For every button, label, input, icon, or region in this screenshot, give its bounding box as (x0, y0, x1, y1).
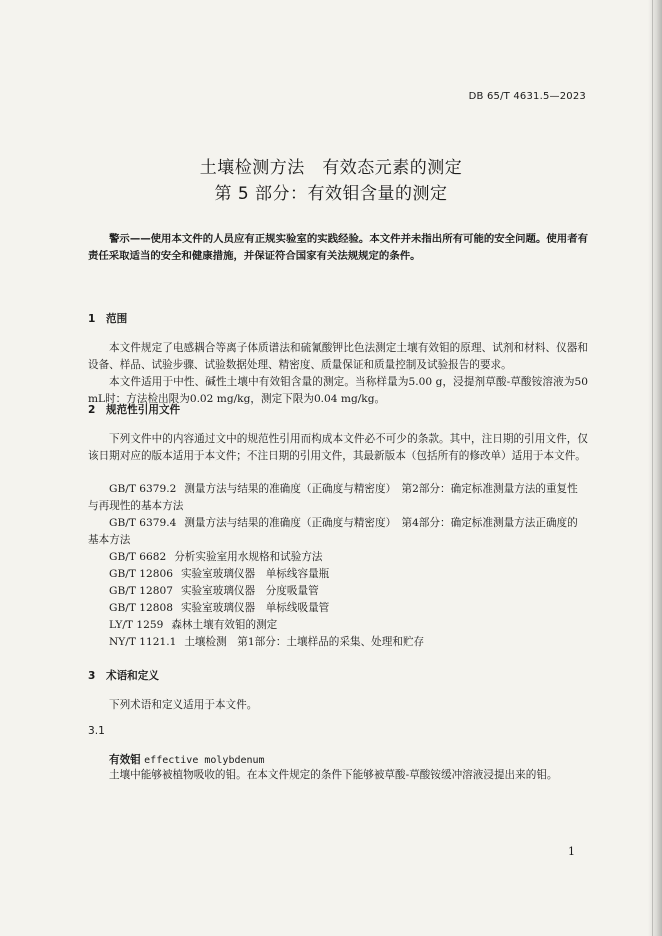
reference-item (88, 481, 588, 515)
document-title-line-1: 土壤检测方法 有效态元素的测定 (199, 158, 463, 178)
term-number: 3.1 (88, 725, 105, 737)
scope-paragraph-2: 本文件适用于中性、碱性土壤中有效钼含量的测定。当称样量为5.00 g，浸提剂草酸-草酸铵溶液为50 mL时：方法检出限为0.02 mg/kg，测定下限为0.04 mg/kg。 (88, 376, 588, 405)
reference-item (88, 566, 588, 583)
scan-edge-line (652, 0, 653, 936)
scan-edge-shadow (648, 0, 662, 936)
reference-title: 森林土壤有效钼的测定 (171, 619, 278, 631)
reference-item (88, 617, 588, 634)
section-2-heading (88, 402, 180, 417)
warning-paragraph: 警示——使用本文件的人员应有正规实验室的实践经验。本文件并未指出所有可能的安全问题。使用者有责任采取适当的安全和健康措施，并保证符合国家有关法规规定的条件。 (88, 233, 588, 262)
scope-paragraph-1: 本文件规定了电感耦合等离子体质谱法和硫氰酸钾比色法测定土壤有效钼的原理、试剂和材料、仪器和设备、样品、试验步骤、试验数据处理、精密度、质量保证和质量控制及试验报告的要求。 (88, 342, 588, 371)
section-title: 规范性引用文件 (106, 404, 181, 416)
reference-title: 实验室玻璃仪器 单标线吸量管 (180, 602, 330, 614)
reference-code: GB/T 6682 (109, 551, 167, 563)
section-title: 范围 (106, 313, 128, 325)
reference-title: 测量方法与结果的准确度（正确度与精密度） 第2部分：确定标准测量方法的重复性与再现性的基本方法 (88, 483, 578, 512)
reference-item (88, 515, 588, 549)
reference-code: LY/T 1259 (109, 619, 164, 631)
reference-item (88, 549, 588, 566)
term-english: effective molybdenum (144, 755, 265, 766)
reference-title: 实验室玻璃仪器 单标线容量瓶 (180, 568, 330, 580)
reference-title: 测量方法与结果的准确度（正确度与精密度） 第4部分：确定标准测量方法正确度的基本方法 (88, 517, 578, 546)
reference-code: GB/T 6379.4 (109, 517, 177, 529)
reference-item (88, 634, 588, 651)
reference-title: 分析实验室用水规格和试验方法 (174, 551, 323, 563)
section-number: 2 (88, 404, 96, 416)
reference-title: 实验室玻璃仪器 分度吸量管 (180, 585, 319, 597)
document-code: DB 65/T 4631.5—2023 (468, 91, 586, 102)
term-definition: 土壤中能够被植物吸收的钼。在本文件规定的条件下能够被草酸-草酸铵缓冲溶液浸提出来的钼。 (109, 769, 558, 781)
reference-code: GB/T 12808 (109, 602, 173, 614)
term-name (109, 752, 265, 767)
section-3-heading (88, 668, 159, 683)
page-number: 1 (568, 845, 575, 858)
reference-title: 土壤检测 第1部分：土壤样品的采集、处理和贮存 (184, 636, 425, 648)
reference-code: NY/T 1121.1 (109, 636, 177, 648)
document-title-line-2: 第 5 部分：有效钼含量的测定 (214, 184, 448, 204)
section-number: 3 (88, 670, 96, 682)
reference-code: GB/T 12807 (109, 585, 173, 597)
section-title: 术语和定义 (106, 670, 159, 682)
section-number: 1 (88, 313, 96, 325)
reference-item (88, 583, 588, 600)
section-1-heading (88, 311, 127, 326)
terms-intro: 下列术语和定义适用于本文件。 (109, 699, 258, 711)
reference-code: GB/T 6379.2 (109, 483, 177, 495)
refs-intro-paragraph: 下列文件中的内容通过文中的规范性引用而构成本文件必不可少的条款。其中，注日期的引用文件，仅该日期对应的版本适用于本文件；不注日期的引用文件，其最新版本（包括所有的修改单）适用于本文件。 (88, 433, 588, 462)
reference-code: GB/T 12806 (109, 568, 173, 580)
reference-item (88, 600, 588, 617)
term-chinese: 有效钼 (109, 754, 141, 766)
